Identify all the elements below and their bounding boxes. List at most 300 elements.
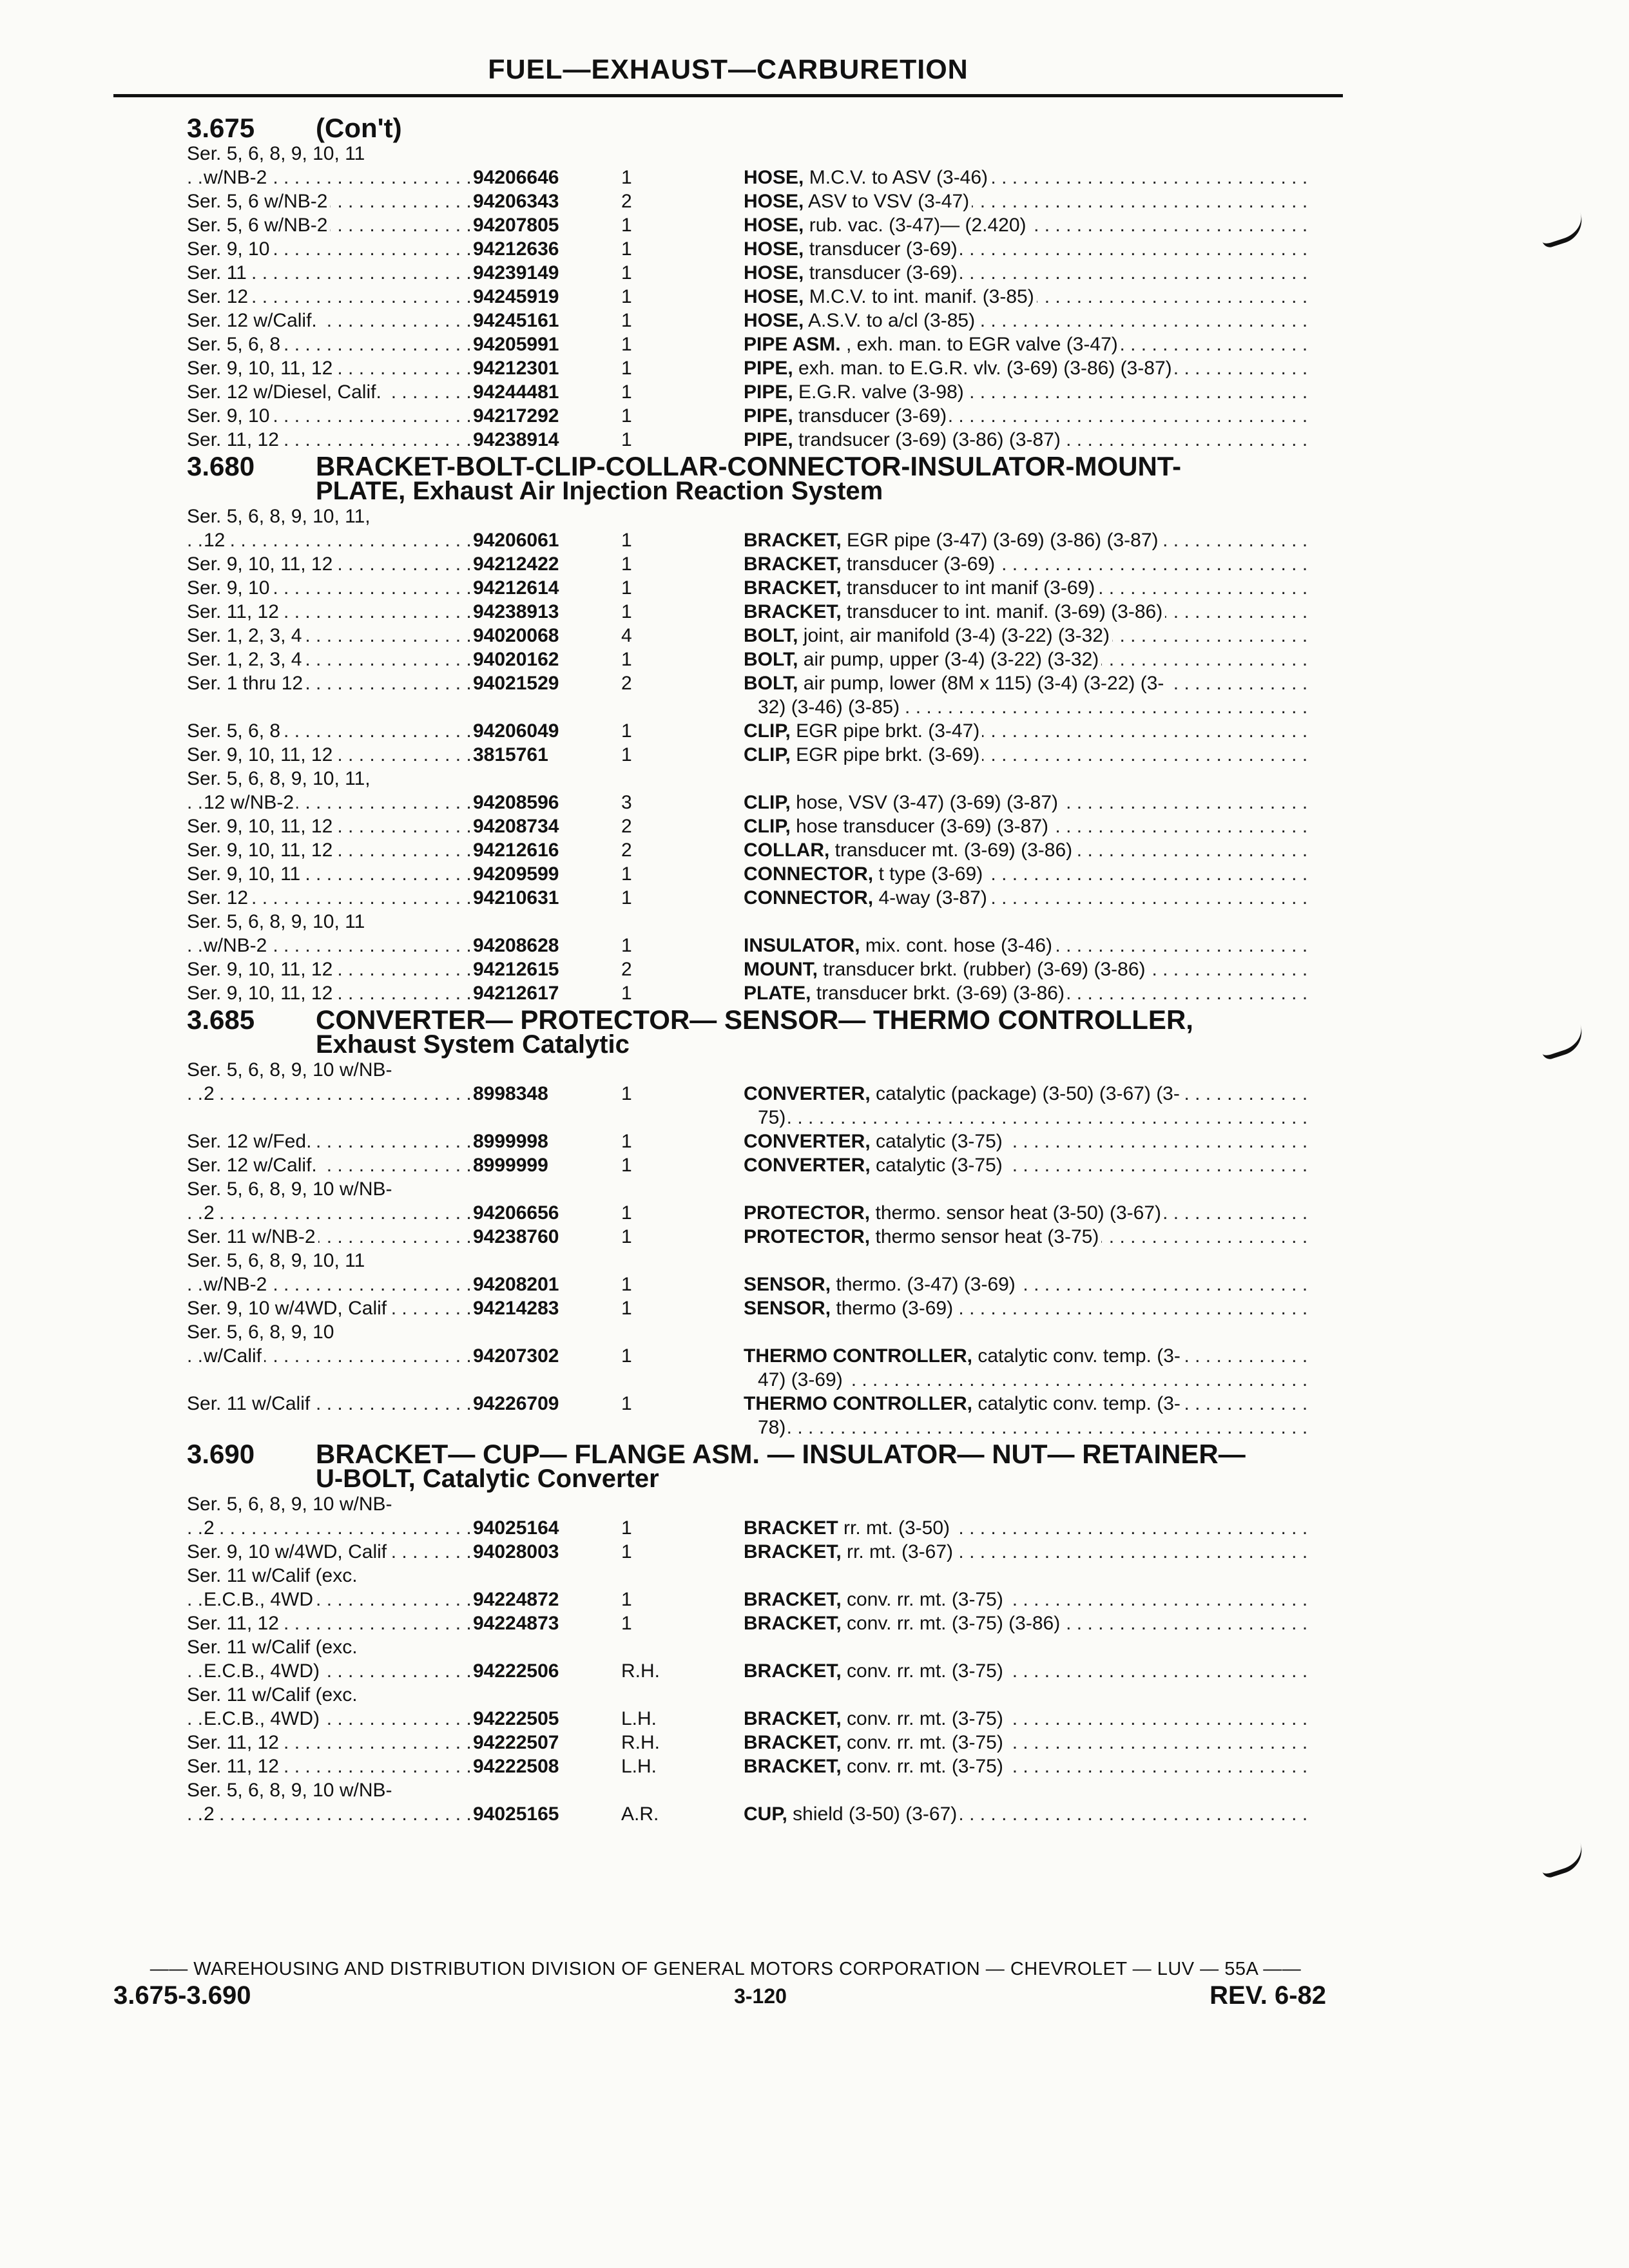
part-number: 94224872: [473, 1589, 559, 1610]
part-row: [187, 166, 1334, 189]
part-name: THERMO CONTROLLER,: [744, 1393, 972, 1414]
serial-text: Ser. 5, 6, 8: [187, 334, 283, 355]
footer-page-number: 3-120: [734, 1984, 787, 2008]
part-number: 94226709: [473, 1393, 559, 1414]
part-description: [744, 1225, 1311, 1249]
quantity: 2: [621, 673, 632, 694]
part-row: [187, 1754, 1334, 1778]
serial-applicability: [187, 332, 470, 356]
part-description: [744, 767, 1311, 791]
part-detail: transducer (3-69): [809, 238, 958, 260]
part-number: 94206646: [473, 167, 559, 188]
part-detail: joint, air manifold (3-4) (3-22) (3-32): [803, 625, 1110, 646]
part-description: [744, 309, 1311, 332]
description-text: [744, 1417, 788, 1438]
quantity: 1: [621, 744, 632, 765]
serial-text: Ser. 12: [187, 887, 251, 908]
part-number: 94209599: [473, 863, 559, 885]
part-number: 3815761: [473, 744, 548, 765]
part-number: 94206656: [473, 1202, 559, 1224]
part-detail: EGR pipe (3-47) (3-69) (3-86) (3-87): [847, 530, 1159, 551]
serial-text: Ser. 1, 2, 3, 4: [187, 625, 304, 646]
binder-hole-mark: [1537, 1024, 1588, 1061]
serial-applicability: [187, 934, 470, 957]
serial-applicability: [187, 1540, 470, 1564]
quantity: 1: [621, 405, 632, 427]
section-subtitle: PLATE, Exhaust Air Injection Reaction System: [316, 477, 883, 505]
part-name: HOSE,: [744, 238, 804, 260]
quantity: 2: [621, 840, 632, 861]
part-row: [187, 1106, 1334, 1129]
part-row: [187, 1082, 1334, 1106]
description-text: [744, 697, 902, 718]
part-detail: conv. rr. mt. (3-75): [847, 1732, 1003, 1753]
part-row: [187, 552, 1334, 576]
serial-applicability: [187, 1683, 470, 1707]
part-name: BRACKET,: [744, 1708, 842, 1729]
part-row: [187, 213, 1334, 237]
part-name: HOSE,: [744, 215, 804, 236]
description-text: [744, 1226, 1101, 1247]
part-row: [187, 404, 1334, 428]
serial-applicability: [187, 1177, 470, 1201]
part-detail: thermo. sensor heat (3-50) (3-67): [875, 1202, 1162, 1224]
part-number: 94208734: [473, 816, 559, 837]
part-row: [187, 1802, 1334, 1826]
part-row: [187, 309, 1334, 332]
serial-text: Ser. 5, 6, 8, 9, 10, 11: [187, 911, 365, 932]
part-row: [187, 356, 1334, 380]
part-row: [187, 1225, 1334, 1249]
serial-text: Ser. 11 w/NB-2: [187, 1226, 318, 1247]
part-row: [187, 1492, 1334, 1516]
serial-text: Ser. 5, 6, 8, 9, 10: [187, 1321, 334, 1343]
part-name: CONVERTER,: [744, 1083, 871, 1104]
serial-applicability: [187, 1392, 470, 1416]
part-description: [744, 213, 1311, 237]
description-text: [744, 1393, 1183, 1414]
serial-applicability: [187, 237, 470, 261]
description-text: [744, 1274, 1018, 1295]
part-name: PLATE,: [744, 983, 811, 1004]
quantity: R.H.: [621, 1660, 660, 1682]
header-rule: [113, 94, 1343, 97]
part-detail: catalytic (3-75): [876, 1155, 1003, 1176]
description-text: [744, 1756, 1006, 1777]
part-number: 94222508: [473, 1756, 559, 1777]
serial-applicability: [187, 862, 470, 886]
section-title-block: [316, 1439, 1321, 1493]
part-description: [744, 671, 1311, 695]
part-number: 94222505: [473, 1708, 559, 1729]
part-description: [744, 719, 1311, 743]
part-detail: transducer mt. (3-69) (3-86): [834, 840, 1073, 861]
part-name: CONNECTOR,: [744, 863, 874, 885]
part-description: [744, 1540, 1311, 1564]
serial-text: 2: [204, 1202, 217, 1224]
part-row: [187, 886, 1334, 910]
part-description: [744, 142, 1311, 166]
serial-text: Ser. 12 w/Calif.: [187, 310, 320, 331]
serial-applicability: [187, 838, 470, 862]
part-detail: rr. mt. (3-67): [847, 1541, 954, 1562]
part-row: [187, 505, 1334, 528]
part-name: BRACKET,: [744, 601, 842, 622]
part-row: [187, 1177, 1334, 1201]
serial-text: 12 w/NB-2: [204, 792, 296, 813]
serial-applicability: [187, 1153, 470, 1177]
part-description: [744, 166, 1311, 189]
description-text: [744, 1131, 1005, 1152]
quantity: 1: [621, 577, 632, 599]
part-number: 94020162: [473, 649, 559, 670]
quantity: 1: [621, 1345, 632, 1367]
serial-text: Ser. 5, 6 w/NB-2: [187, 191, 330, 212]
description-text: [744, 1369, 845, 1390]
part-number: 94207805: [473, 215, 559, 236]
serial-text: Ser. 9, 10, 11, 12: [187, 816, 335, 837]
part-row: [187, 814, 1334, 838]
part-number: 94239149: [473, 262, 559, 284]
parts-listing: [187, 113, 1334, 1826]
serial-applicability: [187, 1707, 470, 1731]
serial-text: Ser. 5, 6, 8, 9, 10 w/NB-: [187, 1780, 392, 1801]
quantity: 2: [621, 191, 632, 212]
part-number: 94214283: [473, 1298, 559, 1319]
serial-text: Ser. 9, 10, 11, 12: [187, 358, 335, 379]
part-detail: catalytic conv. temp. (3-: [978, 1393, 1181, 1414]
part-name: SENSOR,: [744, 1274, 831, 1295]
serial-applicability: [187, 743, 470, 767]
part-number: 94222506: [473, 1660, 559, 1682]
part-description: [744, 1106, 1311, 1129]
description-text: [744, 863, 985, 885]
part-name: BRACKET,: [744, 1541, 842, 1562]
description-text: [744, 215, 1029, 236]
part-description: [744, 1564, 1311, 1588]
serial-text: Ser. 9, 10, 11, 12: [187, 983, 335, 1004]
part-name: CLIP,: [744, 816, 791, 837]
part-detail: conv. rr. mt. (3-75): [847, 1589, 1003, 1610]
quantity: L.H.: [621, 1708, 657, 1729]
serial-text: Ser. 11: [187, 262, 249, 284]
quantity: 1: [621, 310, 632, 331]
part-name: BRACKET,: [744, 577, 842, 599]
page-title: FUEL—EXHAUST—CARBURETION: [488, 54, 969, 85]
description-text: [744, 238, 960, 260]
serial-applicability: [187, 1659, 470, 1683]
part-row: [187, 1201, 1334, 1225]
description-text: [744, 1250, 760, 1271]
serial-applicability: [187, 1754, 470, 1778]
description-text: [744, 191, 972, 212]
serial-applicability: [187, 1635, 470, 1659]
section-title-block: [316, 451, 1321, 505]
description-text: [744, 1517, 952, 1539]
part-row: [187, 1778, 1334, 1802]
description-text: [744, 1660, 1006, 1682]
part-row: [187, 576, 1334, 600]
part-row: [187, 1635, 1334, 1659]
part-detail: transducer (3-69): [809, 262, 958, 284]
section-title: BRACKET— CUP— FLANGE ASM. — INSULATOR— NUT— RETAINER—: [316, 1439, 1246, 1469]
part-row: [187, 1368, 1334, 1392]
serial-text: Ser. 11 w/Calif (exc.: [187, 1565, 358, 1586]
serial-applicability: [187, 1802, 470, 1826]
part-row: [187, 624, 1334, 648]
description-text: [744, 358, 1175, 379]
part-number: 94224873: [473, 1613, 559, 1634]
part-name: SENSOR,: [744, 1298, 831, 1319]
part-description: [744, 624, 1311, 648]
serial-applicability: [187, 910, 470, 934]
description-text: [744, 1565, 760, 1586]
section-title-block: [316, 113, 1321, 143]
part-detail: rr. mt. (3-50): [843, 1517, 950, 1539]
section-heading: [187, 1439, 1334, 1493]
part-detail: catalytic (package) (3-50) (3-67) (3-: [876, 1083, 1180, 1104]
part-row: [187, 838, 1334, 862]
part-detail: EGR pipe brkt. (3-47): [796, 720, 980, 742]
serial-text: Ser. 9, 10, 11, 12: [187, 840, 335, 861]
description-text: [744, 840, 1075, 861]
part-description: [744, 886, 1311, 910]
serial-text: Ser. 5, 6, 8, 9, 10, 11: [187, 143, 365, 164]
quantity: 1: [621, 1202, 632, 1224]
part-row: [187, 1659, 1334, 1683]
binder-hole-mark: [1537, 1843, 1588, 1879]
part-name: CLIP,: [744, 720, 791, 742]
serial-applicability: [187, 404, 470, 428]
part-description: [744, 380, 1311, 404]
part-number: 94206049: [473, 720, 559, 742]
description-text: [744, 577, 1097, 599]
serial-text: Ser. 12: [187, 286, 251, 307]
section-heading: [187, 451, 1334, 505]
part-row: [187, 1611, 1334, 1635]
serial-text: Ser. 9, 10, 11, 12: [187, 959, 335, 980]
part-description: [744, 1153, 1311, 1177]
serial-applicability: [187, 1249, 470, 1273]
part-detail: hose transducer (3-69) (3-87): [796, 816, 1049, 837]
part-number: 94212614: [473, 577, 559, 599]
part-description: [744, 1492, 1311, 1516]
part-row: [187, 1296, 1334, 1320]
serial-text: Ser. 5, 6 w/NB-2: [187, 215, 330, 236]
part-row: [187, 142, 1334, 166]
quantity: 1: [621, 553, 632, 575]
quantity: 1: [621, 334, 632, 355]
serial-applicability: [187, 142, 470, 166]
serial-text: Ser. 11, 12: [187, 1613, 282, 1634]
part-number: 94238913: [473, 601, 559, 622]
quantity: 1: [621, 262, 632, 284]
part-name: HOSE,: [744, 262, 804, 284]
serial-applicability: [187, 1082, 470, 1106]
part-name: PIPE,: [744, 358, 793, 379]
part-description: [744, 404, 1311, 428]
part-detail: transducer (3-69): [847, 553, 996, 575]
part-description: [744, 838, 1311, 862]
part-name: BRACKET,: [744, 530, 842, 551]
part-row: [187, 1392, 1334, 1416]
part-detail: air pump, lower (8M x 115) (3-4) (3-22) (3-: [803, 673, 1164, 694]
quantity: 1: [621, 887, 632, 908]
part-detail: thermo sensor heat (3-75): [875, 1226, 1099, 1247]
part-detail: conv. rr. mt. (3-75): [847, 1708, 1003, 1729]
description-text: [744, 1541, 956, 1562]
part-name: CONNECTOR,: [744, 887, 874, 908]
serial-applicability: [187, 791, 470, 814]
part-number: 94238760: [473, 1226, 559, 1247]
description-text: [744, 286, 1037, 307]
description-text: [744, 649, 1101, 670]
part-number: 94028003: [473, 1541, 559, 1562]
description-text: [744, 1059, 760, 1081]
part-description: [744, 862, 1311, 886]
serial-text: Ser. 11, 12: [187, 429, 282, 450]
description-text: [744, 601, 1165, 622]
part-row: [187, 261, 1334, 285]
quantity: 1: [621, 167, 632, 188]
part-detail: transducer to int. manif. (3-69) (3-86): [847, 601, 1163, 622]
part-description: [744, 1392, 1311, 1416]
serial-text: Ser. 11, 12: [187, 601, 282, 622]
serial-text: Ser. 11 w/Calif: [187, 1393, 313, 1414]
part-detail: thermo. (3-47) (3-69): [836, 1274, 1016, 1295]
serial-applicability: [187, 380, 470, 404]
part-detail: conv. rr. mt. (3-75): [847, 1660, 1003, 1682]
part-number: 94205991: [473, 334, 559, 355]
serial-text: Ser. 11 w/Calif (exc.: [187, 1637, 358, 1658]
serial-text: Ser. 5, 6, 8, 9, 10 w/NB-: [187, 1059, 392, 1081]
part-row: [187, 1320, 1334, 1344]
part-detail: 75): [758, 1107, 786, 1128]
part-number: 94212301: [473, 358, 559, 379]
part-name: PIPE,: [744, 429, 793, 450]
serial-applicability: [187, 1588, 470, 1611]
part-number: 94021529: [473, 673, 559, 694]
serial-text: E.C.B., 4WD: [204, 1589, 316, 1610]
part-row: [187, 380, 1334, 404]
part-detail: t type (3-69): [878, 863, 983, 885]
description-text: [744, 792, 1061, 813]
part-row: [187, 1564, 1334, 1588]
part-description: [744, 1344, 1311, 1368]
quantity: 1: [621, 1589, 632, 1610]
section-title-block: [316, 1004, 1321, 1059]
part-description: [744, 1082, 1311, 1106]
section-number: 3.675: [187, 113, 255, 143]
description-text: [744, 1298, 956, 1319]
serial-text: w/NB-2: [204, 935, 269, 956]
part-detail: ASV to VSV (3-47): [808, 191, 970, 212]
quantity: 4: [621, 625, 632, 646]
binder-hole-mark: [1537, 213, 1588, 249]
part-name: BRACKET,: [744, 1660, 842, 1682]
quantity: 1: [621, 1155, 632, 1176]
serial-applicability: [187, 648, 470, 671]
part-name: MOUNT,: [744, 959, 818, 980]
serial-applicability: [187, 189, 470, 213]
part-description: [744, 356, 1311, 380]
serial-applicability: [187, 1129, 470, 1153]
part-description: [744, 648, 1311, 671]
part-description: [744, 1129, 1311, 1153]
serial-applicability: [187, 552, 470, 576]
description-text: [744, 553, 998, 575]
quantity: 1: [621, 1613, 632, 1634]
part-description: [744, 285, 1311, 309]
description-text: [744, 310, 978, 331]
serial-text: Ser. 12 w/Diesel, Calif.: [187, 381, 384, 403]
serial-applicability: [187, 528, 470, 552]
quantity: 1: [621, 358, 632, 379]
part-detail: transducer brkt. (rubber) (3-69) (3-86): [823, 959, 1146, 980]
part-detail: catalytic conv. temp. (3-: [978, 1345, 1181, 1367]
part-number: 94208201: [473, 1274, 559, 1295]
quantity: 2: [621, 959, 632, 980]
part-detail: trandsucer (3-69) (3-86) (3-87): [798, 429, 1061, 450]
serial-applicability: [187, 814, 470, 838]
part-number: 94207302: [473, 1345, 559, 1367]
part-description: [744, 743, 1311, 767]
section-heading: [187, 113, 1334, 143]
part-number: 94206343: [473, 191, 559, 212]
part-name: BOLT,: [744, 649, 798, 670]
serial-applicability: [187, 1296, 470, 1320]
serial-text: Ser. 1, 2, 3, 4: [187, 649, 304, 670]
part-row: [187, 719, 1334, 743]
description-text: [744, 1321, 760, 1343]
description-text: [744, 720, 982, 742]
description-text: [744, 625, 1112, 646]
serial-text: 2: [204, 1803, 217, 1825]
serial-text: E.C.B., 4WD): [204, 1660, 322, 1682]
serial-text: Ser. 5, 6, 8, 9, 10, 11,: [187, 768, 371, 789]
part-row: [187, 189, 1334, 213]
serial-text: Ser. 9, 10: [187, 405, 272, 427]
part-description: [744, 1731, 1311, 1754]
quantity: 1: [621, 1226, 632, 1247]
description-text: [744, 429, 1063, 450]
part-row: [187, 910, 1334, 934]
description-text: [744, 1637, 760, 1658]
serial-applicability: [187, 1492, 470, 1516]
part-description: [744, 1635, 1311, 1659]
description-text: [744, 983, 1067, 1004]
quantity: 1: [621, 601, 632, 622]
serial-text: Ser. 5, 6, 8, 9, 10 w/NB-: [187, 1178, 392, 1200]
part-description: [744, 1296, 1311, 1320]
part-name: HOSE,: [744, 310, 804, 331]
description-text: [744, 1155, 1005, 1176]
quantity: 1: [621, 983, 632, 1004]
part-number: 94212636: [473, 238, 559, 260]
part-number: 8999998: [473, 1131, 548, 1152]
serial-text: Ser. 11 w/Calif (exc.: [187, 1684, 358, 1706]
part-name: PIPE ASM.: [744, 334, 841, 355]
description-text: [744, 1732, 1006, 1753]
part-detail: 47) (3-69): [758, 1369, 843, 1390]
part-number: 94222507: [473, 1732, 559, 1753]
serial-applicability: [187, 285, 470, 309]
description-text: [744, 334, 1121, 355]
serial-text: Ser. 1 thru 12: [187, 673, 305, 694]
quantity: 1: [621, 1517, 632, 1539]
section-subtitle: U-BOLT, Catalytic Converter: [316, 1465, 659, 1493]
part-number: 94020068: [473, 625, 559, 646]
